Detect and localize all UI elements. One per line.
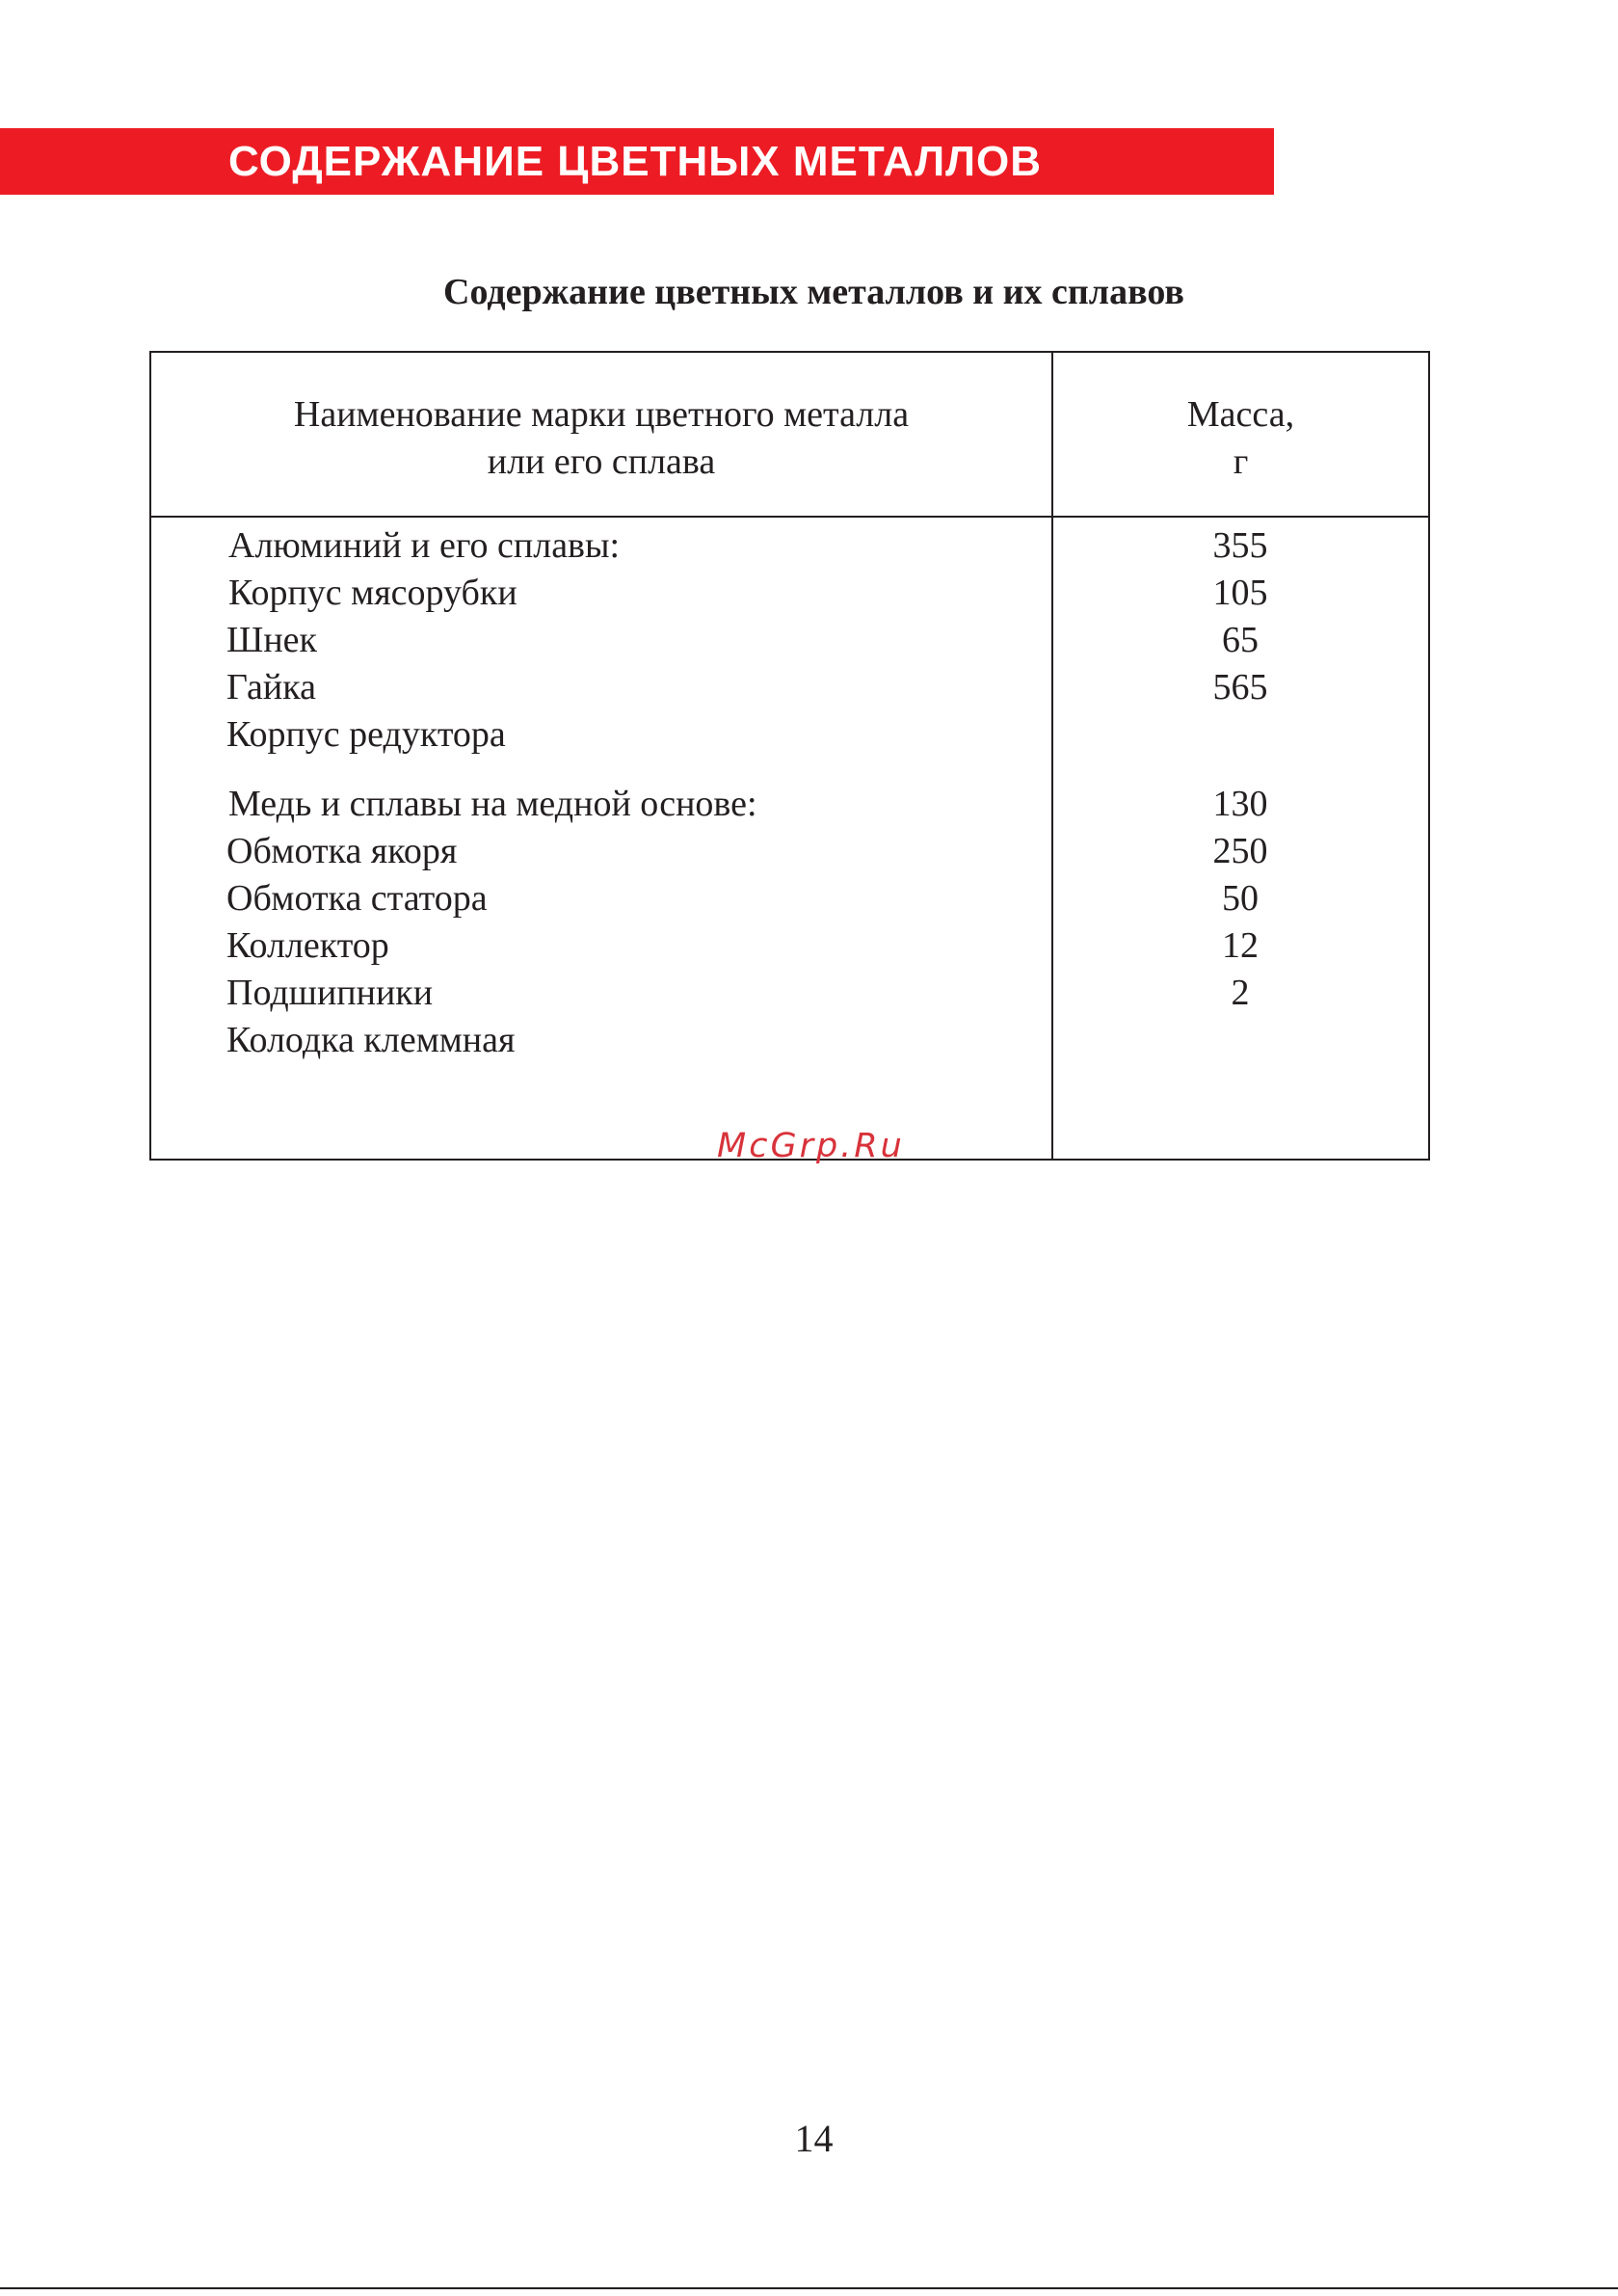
table-row — [151, 875, 1428, 922]
column-header-name — [151, 391, 1051, 486]
table-row — [151, 922, 1428, 970]
group-spacer — [151, 759, 1428, 781]
table-row — [151, 617, 1428, 664]
row-name: Колодка клеммная — [226, 1020, 516, 1060]
row-value: 250 — [1212, 831, 1268, 871]
row-value: 2 — [1231, 973, 1250, 1013]
table-row — [151, 664, 1428, 711]
row-name: Обмотка статора — [226, 878, 488, 919]
group-label-row — [151, 522, 1428, 570]
group-label-row — [151, 781, 1428, 828]
row-name: Гайка — [226, 667, 316, 707]
row-name: Обмотка якоря — [226, 831, 458, 871]
table-row — [151, 1017, 1428, 1064]
row-value: 50 — [1222, 878, 1259, 919]
row-name: Коллектор — [226, 925, 389, 966]
row-name: Корпус редуктора — [226, 714, 506, 755]
column-header-name-line2: или его сплава — [487, 441, 716, 482]
banner-title: СОДЕРЖАНИЕ ЦВЕТНЫХ МЕТАЛЛОВ — [228, 138, 1043, 185]
section-banner — [0, 128, 1274, 195]
watermark: McGrp.Ru — [717, 1127, 905, 1165]
group-value: 130 — [1212, 784, 1268, 824]
table-row — [151, 828, 1428, 875]
row-value: 65 — [1222, 620, 1259, 660]
row-value: 12 — [1222, 925, 1259, 966]
group-value: 355 — [1212, 525, 1268, 566]
page-number: 14 — [794, 2117, 834, 2160]
table-row — [151, 711, 1428, 759]
table-row — [151, 570, 1428, 617]
metals-table — [149, 351, 1430, 1161]
row-name: Шнек — [226, 620, 317, 660]
row-name: Подшипники — [226, 973, 434, 1013]
column-header-mass — [1053, 391, 1428, 486]
group-label: Алюминий и его сплавы: — [228, 525, 621, 566]
table-row — [151, 970, 1428, 1017]
column-header-mass-line1: Масса, — [1186, 394, 1295, 435]
row-value: 105 — [1212, 573, 1268, 613]
page-bottom-rule — [0, 2287, 1618, 2289]
group-label: Медь и сплавы на медной основе: — [228, 784, 757, 824]
table-body — [151, 522, 1428, 1064]
column-header-name-line1: Наименование марки цветного металла — [293, 394, 910, 435]
column-header-mass-line2: г — [1233, 441, 1249, 482]
header-divider — [151, 516, 1428, 518]
row-name: Корпус мясорубки — [228, 573, 517, 613]
table-title: Содержание цветных металлов и их сплавов — [443, 272, 1184, 312]
row-value: 565 — [1212, 667, 1268, 707]
